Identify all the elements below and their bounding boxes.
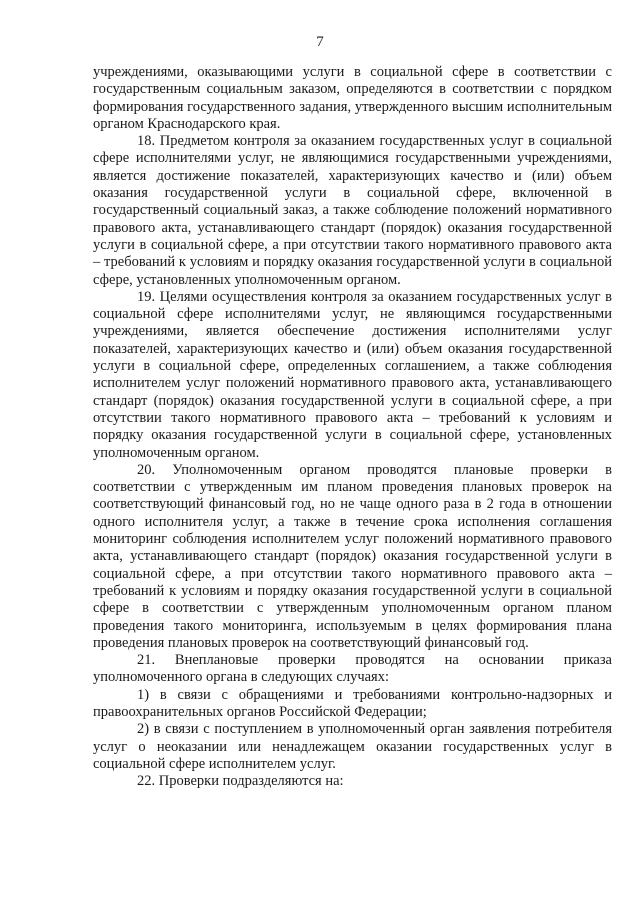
paragraph-continuation: учреждениями, оказывающими услуги в социальной сфере в соответствии с государственным социальным заказом, определяются в соответствии с порядком формирования государственного задания, утвержденного высшим исполнительным органом Краснодарского края. xyxy=(93,64,612,132)
paragraph-19: 19. Целями осуществления контроля за оказанием государственных услуг в социальной сфере исполнителями услуг, не являющимся государственными учреждениями, является обеспечение достижения исполнителями услуг показателей, характеризующих качество и (или) объем оказания государственной услуги в социальной сфере, определенных соглашением, а также соблюдения исполнителем услуг положений нормативного правового акта, устанавливающего стандарт (порядок) оказания государственной услуги в социальной сфере, а при отсутствии такого нормативного правового акта – требований к условиям и порядку оказания государственной услуги в социальной сфере, установленных уполномоченным органом. xyxy=(93,288,612,461)
paragraph-21-item-2: 2) в связи с поступлением в уполномоченный орган заявления потребителя услуг о неоказании или ненадлежащем оказании государственных услуг в социальной сфере исполнителем услуг. xyxy=(93,721,612,772)
document-body xyxy=(93,64,612,790)
page-number: 7 xyxy=(316,34,324,50)
paragraph-21: 21. Внеплановые проверки проводятся на основании приказа уполномоченного органа в следующих случаях: xyxy=(93,652,612,686)
paragraph-21-item-1: 1) в связи с обращениями и требованиями контрольно-надзорных и правоохранительных органов Российской Федерации; xyxy=(93,686,612,720)
paragraph-18: 18. Предметом контроля за оказанием государственных услуг в социальной сфере исполнителями услуг, не являющимися государственными учреждениями, является достижение показателей, характеризующих качество и (или) объем оказания государственной услуги в социальной сфере, включенной в государственный социальный заказ, а также соблюдение положений нормативного правового акта, устанавливающего стандарт (порядок) оказания государственной услуги в социальной сфере, а при отсутствии такого нормативного правового акта – требований к условиям и порядку оказания государственной услуги в социальной сфере, установленных уполномоченным органом. xyxy=(93,133,612,288)
paragraph-22: 22. Проверки подразделяются на: xyxy=(137,773,344,790)
paragraph-20: 20. Уполномоченным органом проводятся плановые проверки в соответствии с утвержденным им планом проведения плановых проверок на соответствующий финансовый год, но не чаще одного раза в 2 года в отношении одного исполнителя услуг, а также в течение срока исполнения соглашения мониторинг соблюдения исполнителем услуг положений нормативного правового акта, устанавливающего стандарт (порядок) оказания государственной услуги в социальной сфере, а при отсутствии такого нормативного правового акта – требований к условиям и порядку оказания государственной услуги в социальной сфере в соответствии с утвержденным уполномоченным органом планом проведения такого мониторинга, используемым в целях формирования плана проведения плановых проверок на соответствующий финансовый год. xyxy=(93,461,612,651)
